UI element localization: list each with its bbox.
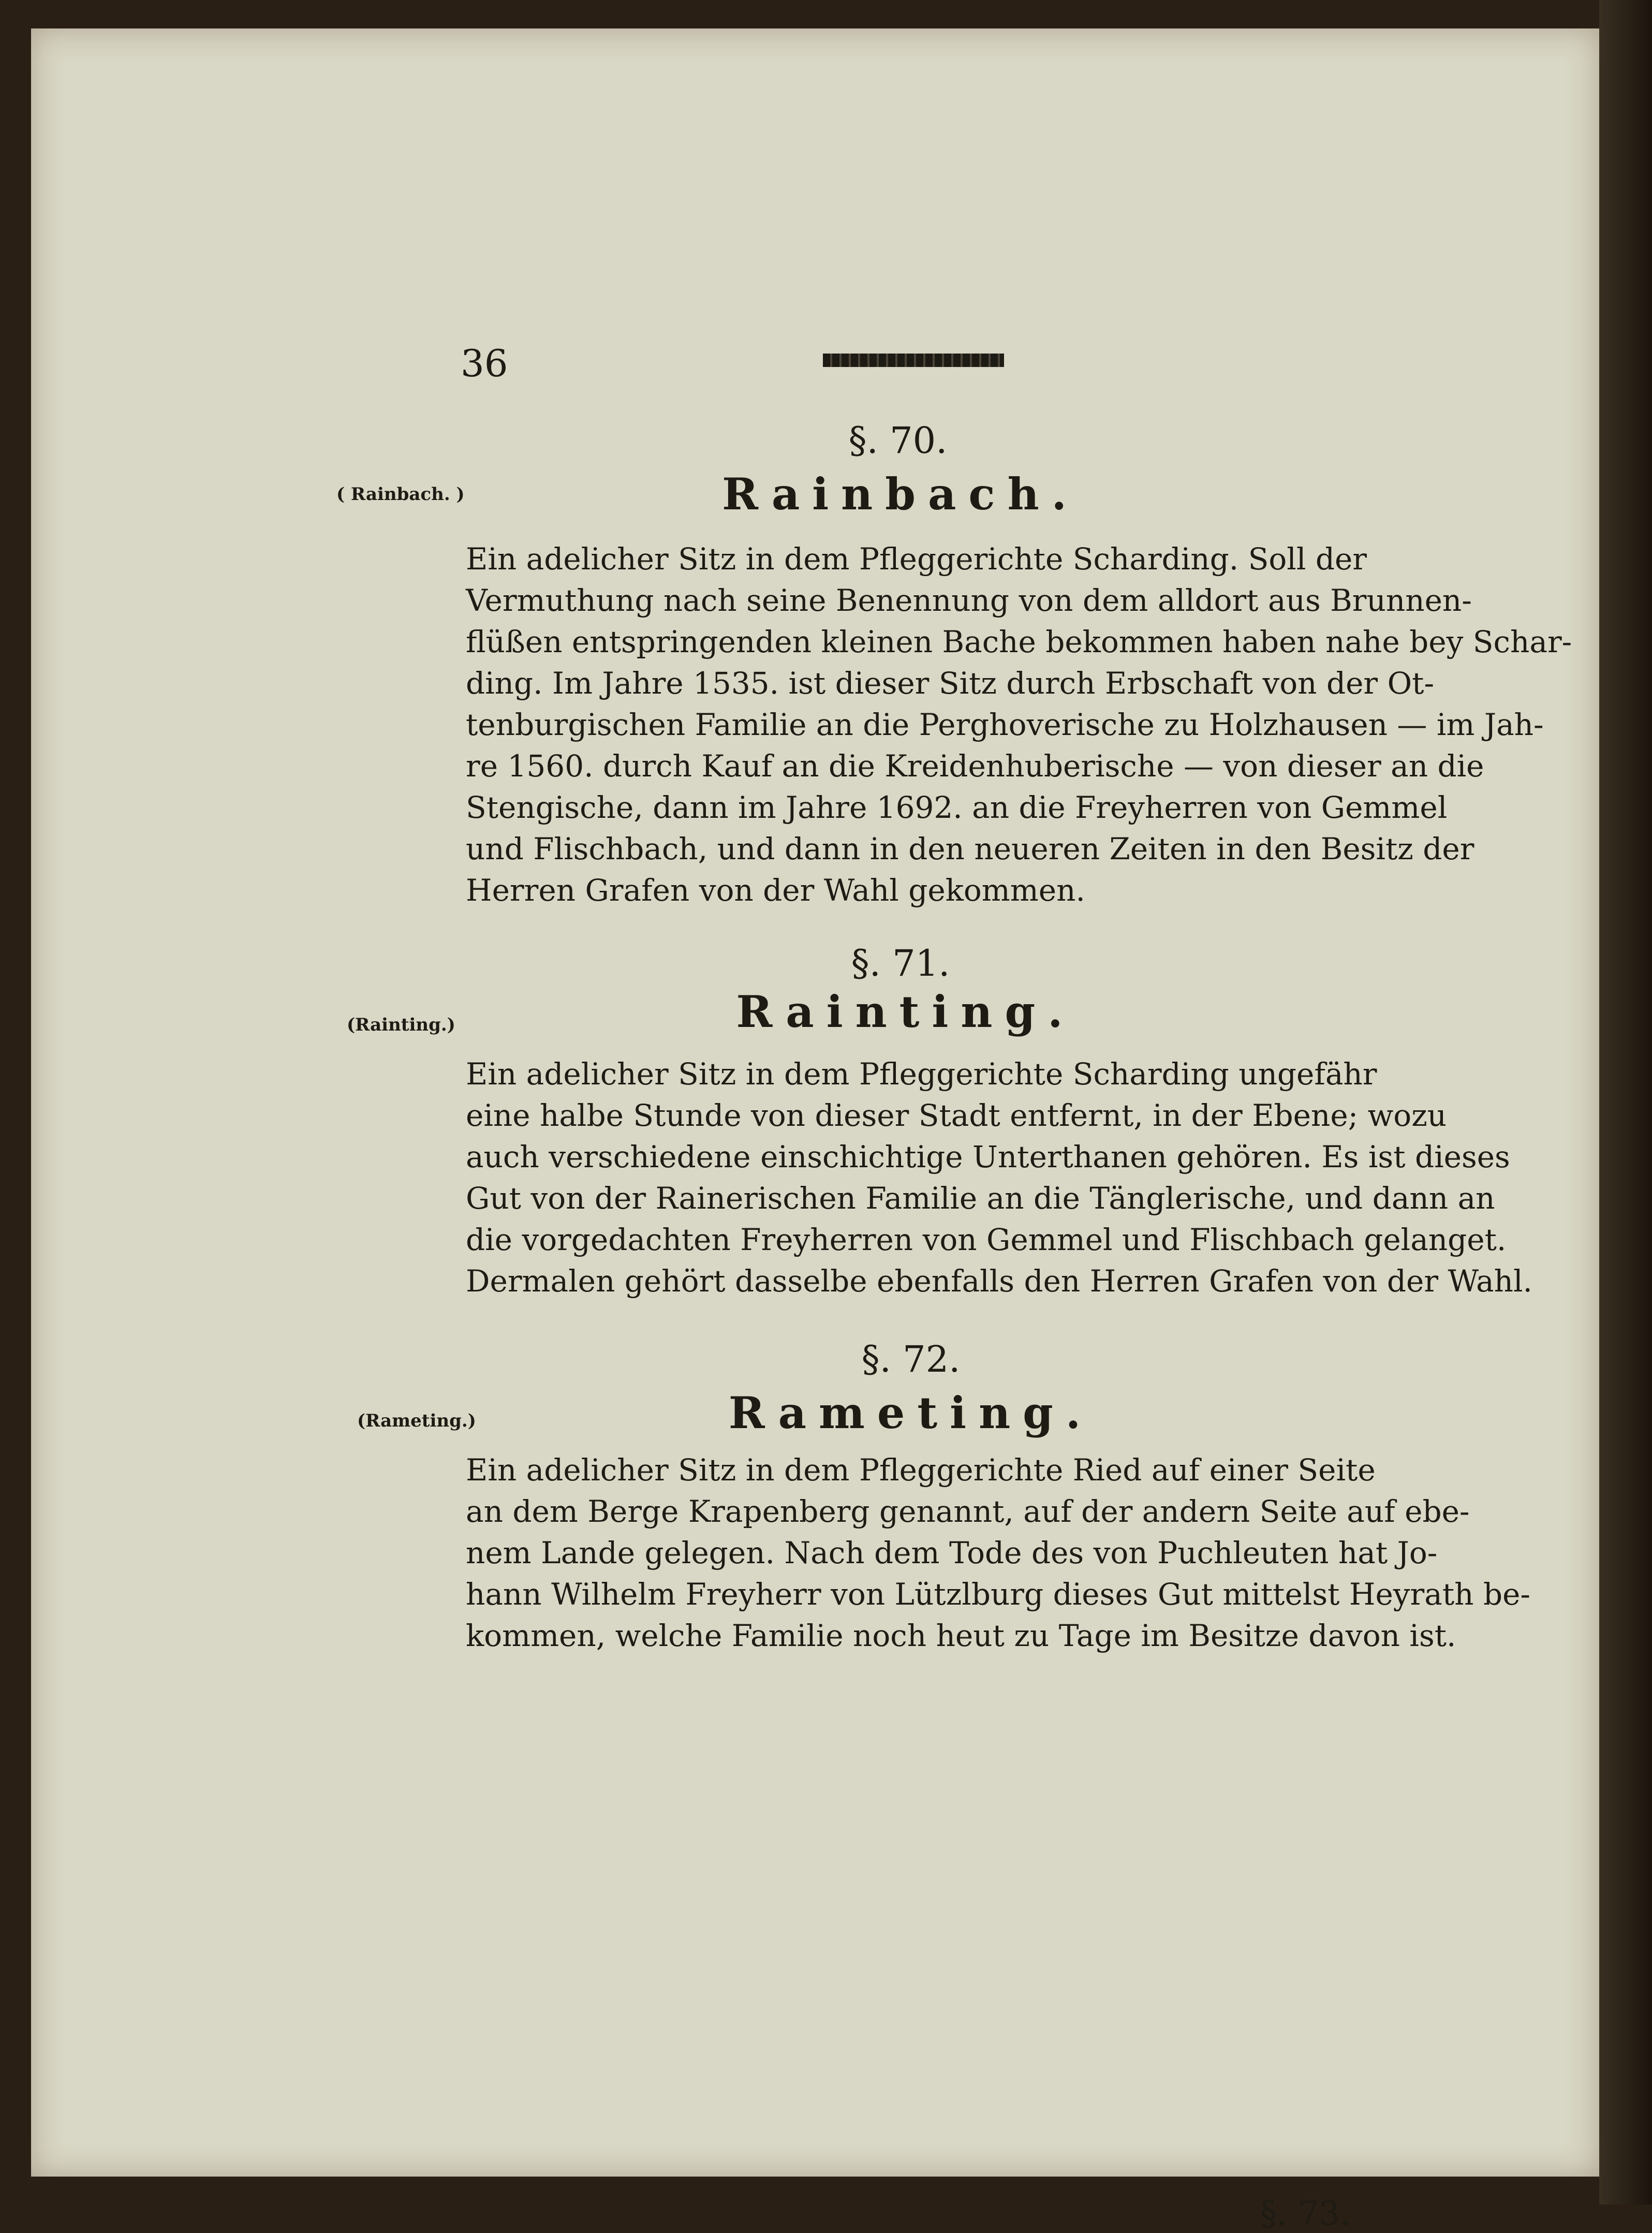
header-rule: [823, 354, 1004, 367]
section-number-70: §. 70.: [848, 419, 948, 462]
text-line: re 1560. durch Kauf an die Kreidenhuberische — von dieser an die: [466, 748, 1484, 784]
text-line: hann Wilhelm Freyherr von Lützlburg dieses Gut mittelst Heyrath be-: [466, 1577, 1530, 1612]
text-line: Ein adelicher Sitz in dem Pfleggerichte Ried auf einer Seite: [466, 1452, 1376, 1488]
text-line: Dermalen gehört dasselbe ebenfalls den Herren Grafen von der Wahl.: [466, 1264, 1532, 1299]
margin-note-rainting: (Rainting.): [347, 1015, 455, 1035]
text-line: Ein adelicher Sitz in dem Pfleggerichte Scharding. Soll der: [466, 541, 1367, 577]
text-line: und Flischbach, und dann in den neueren Zeiten in den Besitz der: [466, 831, 1474, 866]
text-line: Stengische, dann im Jahre 1692. an die Freyherren von Gemmel: [466, 790, 1448, 825]
section-text-rainting: [466, 1053, 1532, 1302]
section-number-71: §. 71.: [851, 942, 950, 985]
text-line: Ein adelicher Sitz in dem Pfleggerichte Scharding ungefähr: [466, 1056, 1377, 1092]
section-text-rameting: [466, 1449, 1530, 1656]
section-number-72: §. 72.: [861, 1338, 961, 1380]
section-text-rainbach: [466, 538, 1572, 911]
book-gutter: [1599, 0, 1652, 2205]
section-title-rainting: Rainting.: [736, 986, 1075, 1037]
page-number: 36: [461, 342, 508, 385]
text-line: tenburgischen Familie an die Perghoverische zu Holzhausen — im Jah-: [466, 707, 1544, 742]
section-title-rameting: Rameting.: [728, 1387, 1094, 1438]
text-line: an dem Berge Krapenberg genannt, auf der andern Seite auf ebe-: [466, 1494, 1470, 1529]
section-title-rainbach: Rainbach.: [722, 468, 1079, 520]
margin-note-rameting: (Rameting.): [357, 1411, 476, 1431]
text-line: Herren Grafen von der Wahl gekommen.: [466, 873, 1085, 908]
text-line: die vorgedachten Freyherren von Gemmel und Flischbach gelanget.: [466, 1222, 1507, 1257]
text-line: Vermuthung nach seine Benennung von dem alldort aus Brunnen-: [466, 583, 1472, 618]
text-line: eine halbe Stunde von dieser Stadt entfernt, in der Ebene; wozu: [466, 1098, 1447, 1133]
text-line: auch verschiedene einschichtige Unterthanen gehören. Es ist dieses: [466, 1139, 1510, 1174]
margin-note-rainbach: ( Rainbach. ): [336, 484, 465, 505]
text-line: flüßen entspringenden kleinen Bache bekommen haben nahe bey Schar-: [466, 624, 1572, 659]
catchword: §. 73.: [1260, 2195, 1351, 2233]
text-line: Gut von der Rainerischen Familie an die Tänglerische, und dann an: [466, 1181, 1495, 1216]
text-line: ding. Im Jahre 1535. ist dieser Sitz durch Erbschaft von der Ot-: [466, 666, 1435, 701]
text-line: nem Lande gelegen. Nach dem Tode des von Puchleuten hat Jo-: [466, 1535, 1438, 1570]
text-line: kommen, welche Familie noch heut zu Tage im Besitze davon ist.: [466, 1618, 1456, 1653]
